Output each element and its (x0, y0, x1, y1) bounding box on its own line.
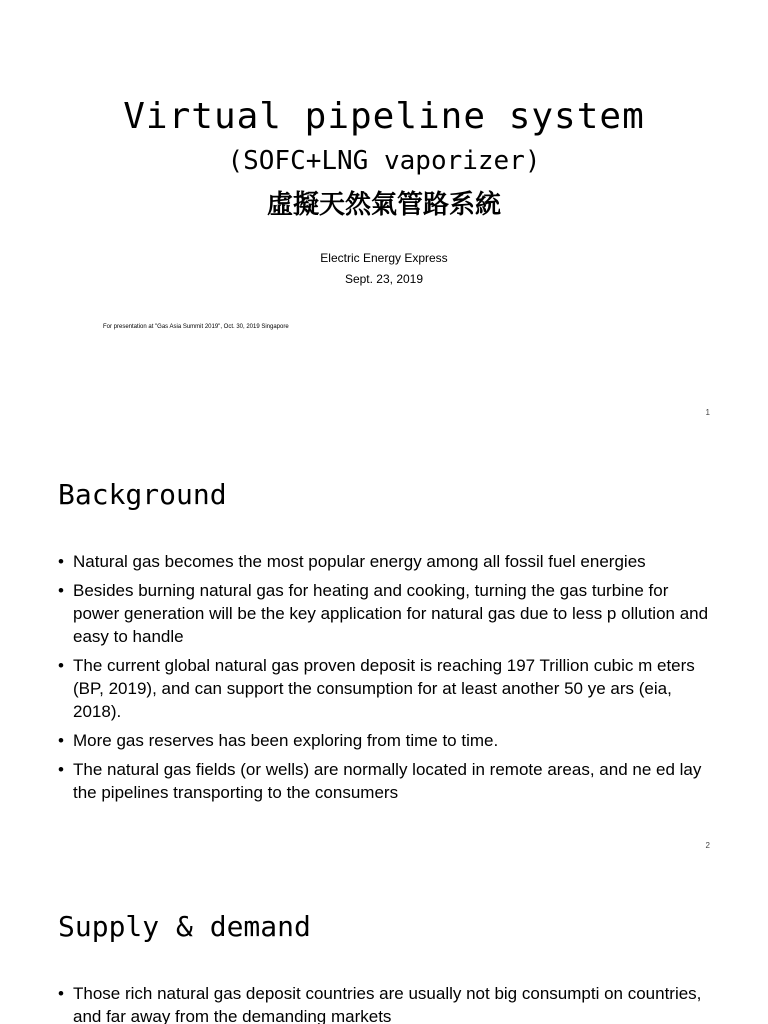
slide-title: Virtual pipeline system (123, 96, 645, 137)
slide-2 (0, 432, 768, 864)
bullet-item: • Besides burning natural gas for heating and cooking, turning the gas turbine for power generation will be the key application for natural gas due to less p ollution and easy to handle (58, 579, 718, 648)
bullet-item: • Natural gas becomes the most popular energy among all fossil fuel energies (58, 550, 718, 573)
company-name: Electric Energy Express (320, 251, 448, 265)
bullet-item: • More gas reserves has been exploring from time to time. (58, 729, 718, 752)
bullet-item: • Those rich natural gas deposit countries are usually not big consumpti on countries, and far away from the demanding markets (58, 982, 718, 1024)
page-number: 1 (705, 408, 710, 417)
page-number: 2 (705, 841, 710, 850)
slide-subtitle-chinese: 虛擬天然氣管路系統 (266, 190, 501, 220)
slide-subtitle: (SOFC+LNG vaporizer) (227, 146, 541, 176)
presentation-date: Sept. 23, 2019 (344, 272, 424, 286)
bullet-item: • The current global natural gas proven deposit is reaching 197 Trillion cubic m eters (BP, 2019), and can support the consumption for at least another 50 ye ars (eia, 2018). (58, 654, 718, 723)
bullet-list (58, 982, 718, 1024)
slide-1 (0, 0, 768, 432)
bullet-item: • The natural gas fields (or wells) are normally located in remote areas, and ne ed lay the pipelines transporting to the consumers (58, 758, 718, 804)
slide-heading: Background (58, 478, 227, 511)
slide-heading: Supply & demand (58, 910, 311, 943)
slide-3 (0, 864, 768, 1024)
bullet-list (58, 550, 718, 810)
presentation-footnote: For presentation at "Gas Asia Summit 2019", Oct. 30, 2019 Singapore (103, 324, 289, 330)
